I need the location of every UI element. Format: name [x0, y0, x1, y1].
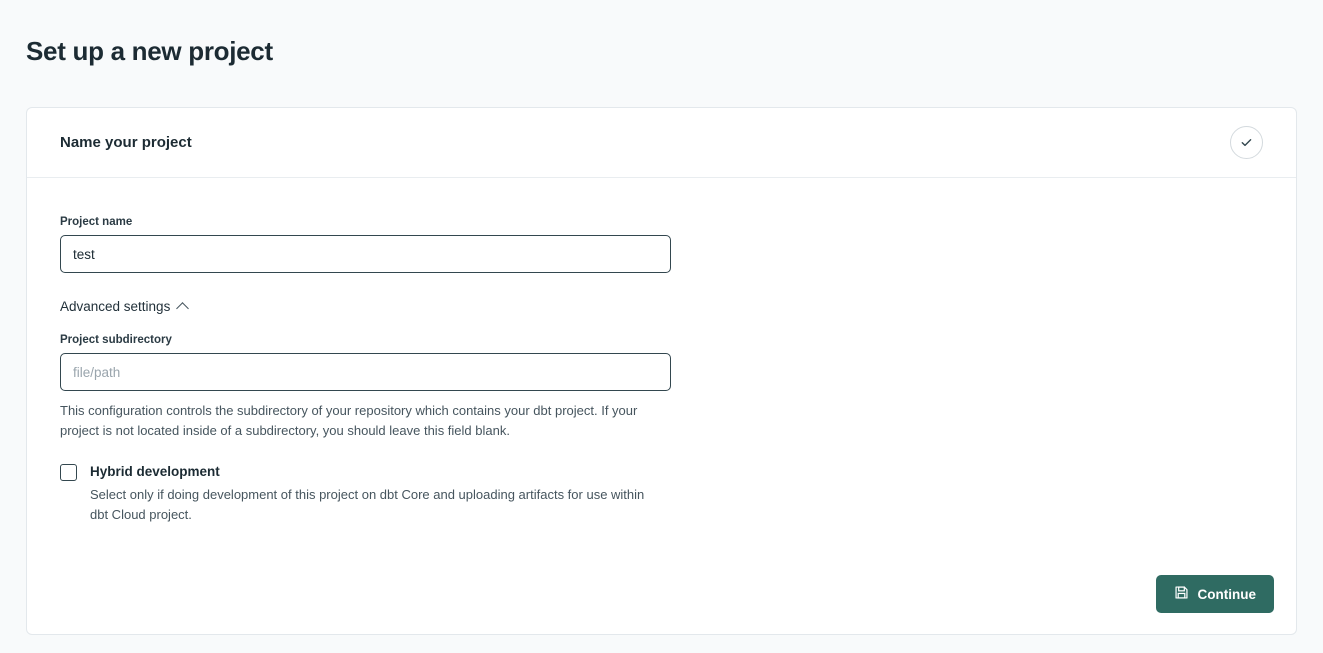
project-subdirectory-help: This configuration controls the subdirectory of your repository which contains your dbt project. If your project is not located inside of a subdirectory, you should leave this field blank.: [60, 403, 638, 438]
hybrid-development-text: [90, 463, 665, 525]
advanced-settings-toggle[interactable]: [60, 299, 187, 314]
hybrid-development-row: [60, 463, 1263, 525]
save-icon: [1174, 585, 1189, 603]
chevron-up-icon: [176, 302, 189, 315]
project-name-input[interactable]: [60, 235, 671, 273]
project-subdirectory-input[interactable]: [60, 353, 671, 391]
continue-button-label: Continue: [1197, 586, 1256, 602]
check-icon: [1230, 126, 1263, 159]
project-subdirectory-label: Project subdirectory: [60, 334, 172, 346]
hybrid-development-label: Hybrid development: [90, 464, 220, 479]
card-title: Name your project: [60, 134, 192, 151]
advanced-settings-label: Advanced settings: [60, 299, 171, 314]
hybrid-development-description: Select only if doing development of this project on dbt Core and uploading artifacts for use within dbt Cloud project.: [90, 487, 645, 522]
project-name-label: Project name: [60, 216, 133, 228]
project-subdirectory-group: [60, 334, 1263, 441]
continue-button[interactable]: [1156, 575, 1275, 613]
name-your-project-card: [26, 107, 1297, 635]
project-name-field-group: [60, 216, 1263, 273]
card-header: [27, 108, 1296, 178]
page-title: Set up a new project: [26, 36, 273, 66]
hybrid-development-checkbox[interactable]: [60, 464, 77, 481]
card-body: [27, 178, 1296, 635]
